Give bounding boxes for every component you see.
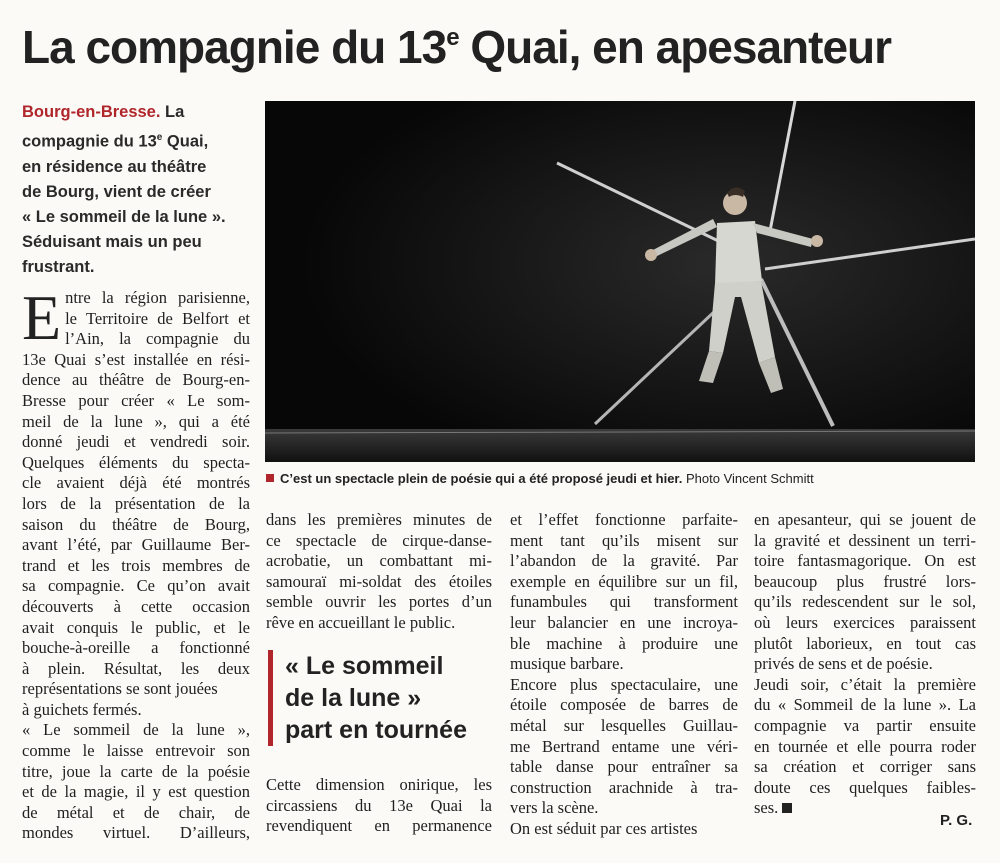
body-column-3: et l’effet fonctionne parfaite- ment tant qu’ils misent sur l’abandon de la gravité. Par exemple en équilibre sur un fil, funambules qui transforment leur balancier en une incroya- ble machine à produire une musique barbare. Encore plus spectaculaire, une étoile composée de barres de métal sur lesquelles Guillau- me Bertrand entame une véri- table danse pour entraîner sa construction arachnide à tra- vers la scène. On est séduit par ces artistes [510,510,738,838]
caption-square-icon [266,474,274,482]
article-headline: La compagnie du 13e Quai, en apesanteur [22,21,892,73]
final-line: ses. [754,798,976,819]
body-column-4: en apesanteur, qui se jouent de la gravité et dessinent un terri- toire fantasmagorique. On est beaucoup plus frustré lors- qu’ils redescendent sur le sol, où leurs exercices paraissent plutôt laborieux, en tout cas privés de sens et de poésie. Jeudi soir, c’était la première du « Sommeil de la lune ». La compagnie va partir ensuite en tournée et elle pourra roder sa création et corriger sans doute ces quelques faibles- ses. [754,510,976,818]
author-signature: P. G. [940,812,973,829]
body-column-2: dans les premières minutes de ce spectacle de cirque-danse- acrobatie, un combattant mi- samouraï mi-soldat des étoiles semble ouvrir les portes d’un rêve en accueillant le public. [266,510,492,632]
drop-cap: E [22,282,62,353]
stage-photo [265,101,975,462]
dateline: Bourg-en-Bresse. [22,103,161,121]
acrobat-illustration [265,101,975,462]
photo-credit: Photo Vincent Schmitt [686,471,814,486]
photo-caption: C’est un spectacle plein de poésie qui a été proposé jeudi et hier. Photo Vincent Schmitt [266,470,986,488]
article-lede: Bourg-en-Bresse. La compagnie du 13e Quai, en résidence au théâtre de Bourg, vient de créer « Le sommeil de la lune ». Séduisant mais un peu frustrant. [22,103,226,276]
body-column-1: E ntre la région parisienne, le Territoire de Belfort et l’Ain, la compagnie du 13e Quai s’est installée en rési- dence au théâtre de Bourg-en- Bresse pour créer « Le som- meil de la lune », qui a été donné jeudi et vendredi soir. Quelques éléments du specta- cle avaient déjà été montrés lors de la présentation de la saison du théâtre de Bourg, avant l’été, par Guillaume Ber- trand et les trois membres de sa compagnie. Ce qu’on avait découverts à cette occasion avait conquis le public, et le bouche-à-oreille a fonctionné à plein. Résultat, les deux représentations se sont jouées à guichets fermés. « Le sommeil de la lune », comme le laisse entrevoir son titre, joue la carte de la poésie et de la magie, il y est question de métal et de chair, de mondes virtuel. D’ailleurs, [22,282,250,843]
body-column-2-continued: Cette dimension onirique, les circassiens du 13e Quai la revendiquent en permanence [266,775,492,836]
section-subhead: « Le sommeil de la lune » part en tournée [268,650,510,746]
end-of-article-icon [782,803,792,813]
